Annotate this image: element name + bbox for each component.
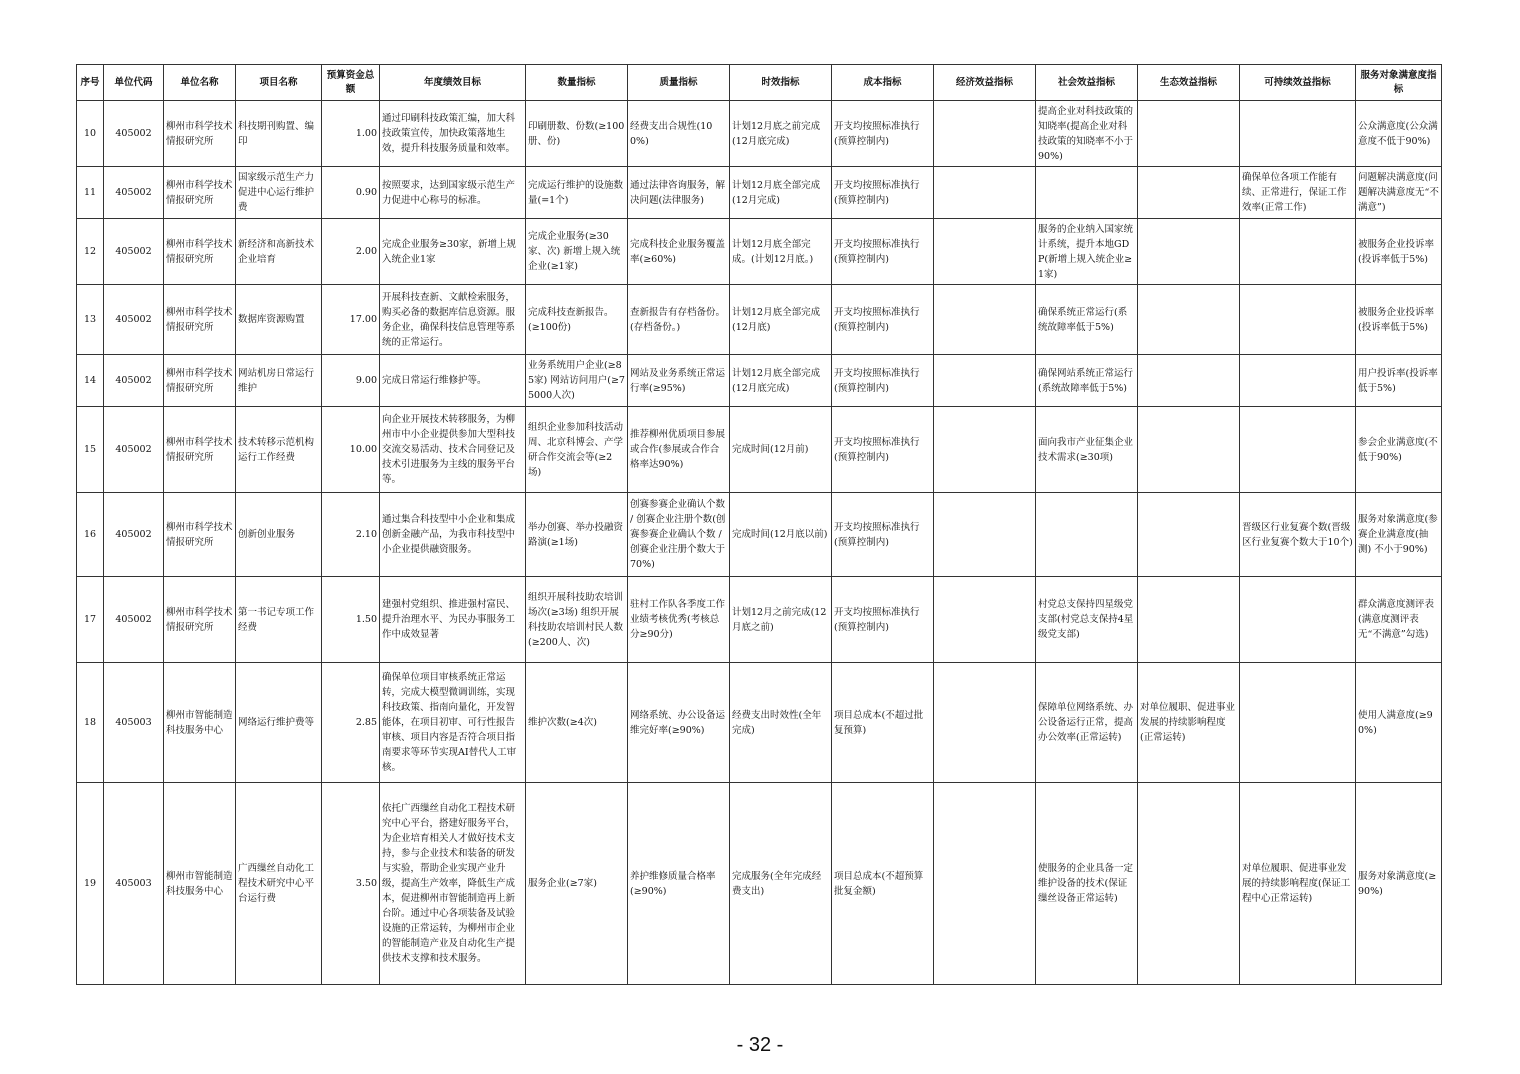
cell-budget: 1.00 (322, 101, 380, 167)
cell-cost: 项目总成本(不超过批复预算) (832, 663, 934, 783)
table-row (77, 493, 1442, 577)
cell-unit: 柳州市科学技术情报研究所 (164, 493, 236, 577)
cell-budget: 2.00 (322, 219, 380, 285)
cell-quantity: 服务企业(≥7家) (526, 783, 628, 985)
table-row (77, 577, 1442, 663)
cell-goal: 确保单位项目审核系统正常运转，完成大模型微调训练，实现科技政策、指南向量化，开发智能体，在项目初审、可行性报告审核、项目内容是否符合项目指南要求等环节实现AI替代人工审核。 (380, 663, 526, 783)
cell-unit: 柳州市科学技术情报研究所 (164, 101, 236, 167)
cell-code: 405002 (104, 101, 164, 167)
cell-quantity: 举办创赛、举办投融资路演(≥1场) (526, 493, 628, 577)
cell-budget: 1.50 (322, 577, 380, 663)
table-row (77, 783, 1442, 985)
cell-cost: 开支均按照标准执行(预算控制内) (832, 285, 934, 355)
cell-goal: 通过印刷科技政策汇编，加大科技政策宣传，加快政策落地生效，提升科技服务质量和效率。 (380, 101, 526, 167)
cell-goal: 完成企业服务≥30家，新增上规入统企业1家 (380, 219, 526, 285)
cell-goal: 通过集合科技型中小企业和集成创新金融产品，为我市科技型中小企业提供融资服务。 (380, 493, 526, 577)
cell-unit: 柳州市科学技术情报研究所 (164, 577, 236, 663)
cell-economic (934, 167, 1036, 219)
header-cell: 经济效益指标 (934, 65, 1036, 101)
cell-ecological (1138, 493, 1240, 577)
cell-project: 新经济和高新技术企业培育 (236, 219, 322, 285)
cell-ecological (1138, 577, 1240, 663)
page-number: - 32 - (736, 1034, 784, 1056)
cell-quality: 通过法律咨询服务，解决问题(法律服务) (628, 167, 730, 219)
cell-sustainable (1240, 101, 1356, 167)
cell-timeliness: 完成时间(12月前) (730, 407, 832, 493)
cell-goal: 按照要求，达到国家级示范生产力促进中心称号的标准。 (380, 167, 526, 219)
cell-satisfaction: 群众满意度测评表(满意度测评表无“不满意”勾选) (1356, 577, 1442, 663)
cell-satisfaction: 服务对象满意度(≥90%) (1356, 783, 1442, 985)
cell-project: 创新创业服务 (236, 493, 322, 577)
cell-social: 保障单位网络系统、办公设备运行正常，提高办公效率(正常运转) (1036, 663, 1138, 783)
header-cell: 社会效益指标 (1036, 65, 1138, 101)
cell-cost: 项目总成本(不超预算批复金额) (832, 783, 934, 985)
cell-ecological: 对单位履职、促进事业发展的持续影响程度(正常运转) (1138, 663, 1240, 783)
cell-cost: 开支均按照标准执行(预算控制内) (832, 577, 934, 663)
performance-table (76, 64, 1442, 985)
cell-unit: 柳州市智能制造科技服务中心 (164, 783, 236, 985)
cell-code: 405002 (104, 219, 164, 285)
cell-budget: 9.00 (322, 355, 380, 407)
cell-quantity: 业务系统用户企业(≥85家) 网站访问用户(≥75000人次) (526, 355, 628, 407)
cell-project: 技术转移示范机构运行工作经费 (236, 407, 322, 493)
cell-satisfaction: 公众满意度(公众满意度不低于90%) (1356, 101, 1442, 167)
cell-social: 使服务的企业具备一定维护设备的技术(保证缫丝设备正常运转) (1036, 783, 1138, 985)
cell-quantity: 印刷册数、份数(≥100册、份) (526, 101, 628, 167)
cell-ecological (1138, 101, 1240, 167)
cell-project: 科技期刊购置、编印 (236, 101, 322, 167)
table-row (77, 663, 1442, 783)
cell-sustainable: 确保单位各项工作能有续、正常进行，保证工作效率(正常工作) (1240, 167, 1356, 219)
header-cell: 单位代码 (104, 65, 164, 101)
cell-ecological (1138, 407, 1240, 493)
cell-code: 405002 (104, 167, 164, 219)
cell-project: 网络运行维护费等 (236, 663, 322, 783)
cell-sustainable (1240, 663, 1356, 783)
cell-quantity: 完成运行维护的设施数量(=1个) (526, 167, 628, 219)
cell-quantity: 完成科技查新报告。(≥100份) (526, 285, 628, 355)
cell-quantity: 完成企业服务(≥30家、次) 新增上规入统企业(≥1家) (526, 219, 628, 285)
cell-code: 405002 (104, 493, 164, 577)
cell-sustainable (1240, 285, 1356, 355)
cell-quality: 创赛参赛企业确认个数 / 创赛企业注册个数(创赛参赛企业确认个数 / 创赛企业注册个数大于70%) (628, 493, 730, 577)
table-row (77, 219, 1442, 285)
cell-code: 405002 (104, 577, 164, 663)
cell-sustainable: 晋级区行业复赛个数(晋级区行业复赛个数大于10个) (1240, 493, 1356, 577)
header-row (77, 65, 1442, 101)
cell-social: 确保网站系统正常运行(系统故障率低于5%) (1036, 355, 1138, 407)
cell-social: 服务的企业纳入国家统计系统，提升本地GDP(新增上规入统企业≥1家) (1036, 219, 1138, 285)
cell-budget: 3.50 (322, 783, 380, 985)
cell-timeliness: 计划12月之前完成(12月底之前) (730, 577, 832, 663)
header-cell: 成本指标 (832, 65, 934, 101)
cell-economic (934, 577, 1036, 663)
header-cell: 年度绩效目标 (380, 65, 526, 101)
header-cell: 数量指标 (526, 65, 628, 101)
header-cell: 预算资金总额 (322, 65, 380, 101)
cell-quality: 推荐柳州优质项目参展或合作(参展或合作合格率达90%) (628, 407, 730, 493)
cell-ecological (1138, 219, 1240, 285)
cell-quality: 驻村工作队各季度工作业绩考核优秀(考核总分≥90分) (628, 577, 730, 663)
cell-quality: 养护维修质量合格率(≥90%) (628, 783, 730, 985)
cell-no: 10 (77, 101, 104, 167)
cell-no: 19 (77, 783, 104, 985)
cell-social: 提高企业对科技政策的知晓率(提高企业对科技政策的知晓率不小于90%) (1036, 101, 1138, 167)
cell-unit: 柳州市科学技术情报研究所 (164, 355, 236, 407)
cell-satisfaction: 被服务企业投诉率(投诉率低于5%) (1356, 219, 1442, 285)
table-row (77, 167, 1442, 219)
header-cell: 服务对象满意度指标 (1356, 65, 1442, 101)
cell-quantity: 组织企业参加科技活动周、北京科博会、产学研合作交流会等(≥2场) (526, 407, 628, 493)
cell-sustainable (1240, 577, 1356, 663)
cell-budget: 2.85 (322, 663, 380, 783)
cell-code: 405002 (104, 355, 164, 407)
header-cell: 质量指标 (628, 65, 730, 101)
header-cell: 项目名称 (236, 65, 322, 101)
cell-unit: 柳州市科学技术情报研究所 (164, 407, 236, 493)
cell-ecological (1138, 355, 1240, 407)
cell-economic (934, 285, 1036, 355)
cell-budget: 10.00 (322, 407, 380, 493)
cell-project: 网站机房日常运行维护 (236, 355, 322, 407)
header-cell: 单位名称 (164, 65, 236, 101)
cell-economic (934, 219, 1036, 285)
cell-ecological (1138, 783, 1240, 985)
cell-sustainable (1240, 219, 1356, 285)
cell-satisfaction: 参会企业满意度(不低于90%) (1356, 407, 1442, 493)
cell-satisfaction: 服务对象满意度(参赛企业满意度(抽测) 不小于90%) (1356, 493, 1442, 577)
cell-economic (934, 407, 1036, 493)
cell-quality: 经费支出合规性(100%) (628, 101, 730, 167)
cell-economic (934, 663, 1036, 783)
cell-no: 16 (77, 493, 104, 577)
cell-sustainable: 对单位履职、促进事业发展的持续影响程度(保证工程中心正常运转) (1240, 783, 1356, 985)
cell-budget: 17.00 (322, 285, 380, 355)
cell-unit: 柳州市科学技术情报研究所 (164, 285, 236, 355)
cell-goal: 依托广西缫丝自动化工程技术研究中心平台，搭建好服务平台，为企业培育相关人才做好技术支持，参与企业技术和装备的研发与实验，帮助企业实现产业升级，提高生产效率，降低生产成本，促进柳州市智能制造再上新台阶。通过中心各项装备及试验设施的正常运转，为柳州市企业的智能制造产业及自动化生产提供技术支撑和技术服务。 (380, 783, 526, 985)
cell-timeliness: 计划12月底之前完成(12月底完成) (730, 101, 832, 167)
cell-goal: 向企业开展技术转移服务，为柳州市中小企业提供参加大型科技交流交易活动、技术合同登记及技术引进服务为主线的服务平台等。 (380, 407, 526, 493)
cell-unit: 柳州市科学技术情报研究所 (164, 219, 236, 285)
cell-cost: 开支均按照标准执行(预算控制内) (832, 493, 934, 577)
cell-economic (934, 783, 1036, 985)
table-row (77, 355, 1442, 407)
cell-timeliness: 完成服务(全年完成经费支出) (730, 783, 832, 985)
cell-quality: 网络系统、办公设备运维完好率(≥90%) (628, 663, 730, 783)
cell-no: 11 (77, 167, 104, 219)
cell-timeliness: 经费支出时效性(全年完成) (730, 663, 832, 783)
header-cell: 序号 (77, 65, 104, 101)
header-cell: 时效指标 (730, 65, 832, 101)
cell-project: 数据库资源购置 (236, 285, 322, 355)
cell-budget: 0.90 (322, 167, 380, 219)
cell-budget: 2.10 (322, 493, 380, 577)
cell-sustainable (1240, 407, 1356, 493)
cell-code: 405002 (104, 285, 164, 355)
cell-quality: 完成科技企业服务覆盖率(≥60%) (628, 219, 730, 285)
cell-project: 国家级示范生产力促进中心运行维护费 (236, 167, 322, 219)
cell-cost: 开支均按照标准执行(预算控制内) (832, 407, 934, 493)
cell-timeliness: 完成时间(12月底以前) (730, 493, 832, 577)
cell-no: 15 (77, 407, 104, 493)
cell-goal: 完成日常运行维修护等。 (380, 355, 526, 407)
cell-goal: 开展科技查新、文献检索服务，购买必备的数据库信息资源。服务企业，确保科技信息管理等系统的正常运行。 (380, 285, 526, 355)
cell-ecological (1138, 167, 1240, 219)
cell-satisfaction: 用户投诉率(投诉率低于5%) (1356, 355, 1442, 407)
cell-quantity: 维护次数(≥4次) (526, 663, 628, 783)
cell-no: 14 (77, 355, 104, 407)
cell-timeliness: 计划12月底全部完成(12月完成) (730, 167, 832, 219)
cell-project: 广西缫丝自动化工程技术研究中心平台运行费 (236, 783, 322, 985)
cell-economic (934, 355, 1036, 407)
cell-cost: 开支均按照标准执行(预算控制内) (832, 101, 934, 167)
cell-satisfaction: 使用人满意度(≥90%) (1356, 663, 1442, 783)
cell-quality: 查新报告有存档备份。(存档备份。) (628, 285, 730, 355)
header-cell: 生态效益指标 (1138, 65, 1240, 101)
cell-unit: 柳州市智能制造科技服务中心 (164, 663, 236, 783)
cell-economic (934, 493, 1036, 577)
cell-sustainable (1240, 355, 1356, 407)
table-row (77, 285, 1442, 355)
cell-social (1036, 493, 1138, 577)
cell-no: 18 (77, 663, 104, 783)
cell-social: 确保系统正常运行(系统故障率低于5%) (1036, 285, 1138, 355)
table-row (77, 101, 1442, 167)
cell-social: 村党总支保持四星级党支部(村党总支保持4星级党支部) (1036, 577, 1138, 663)
cell-timeliness: 计划12月底全部完成(12月底) (730, 285, 832, 355)
cell-code: 405003 (104, 663, 164, 783)
cell-timeliness: 计划12月底全部完成。(计划12月底。) (730, 219, 832, 285)
table-row (77, 407, 1442, 493)
cell-timeliness: 计划12月底全部完成(12月底完成) (730, 355, 832, 407)
cell-economic (934, 101, 1036, 167)
cell-cost: 开支均按照标准执行(预算控制内) (832, 355, 934, 407)
cell-ecological (1138, 285, 1240, 355)
cell-social: 面向我市产业征集企业技术需求(≥30项) (1036, 407, 1138, 493)
cell-project: 第一书记专项工作经费 (236, 577, 322, 663)
cell-unit: 柳州市科学技术情报研究所 (164, 167, 236, 219)
cell-no: 13 (77, 285, 104, 355)
cell-quantity: 组织开展科技助农培训场次(≥3场) 组织开展科技助农培训村民人数(≥200人、次) (526, 577, 628, 663)
cell-no: 12 (77, 219, 104, 285)
cell-code: 405003 (104, 783, 164, 985)
cell-goal: 建强村党组织、推进强村富民、提升治理水平、为民办事服务工作中成效显著 (380, 577, 526, 663)
cell-social (1036, 167, 1138, 219)
header-cell: 可持续效益指标 (1240, 65, 1356, 101)
cell-satisfaction: 被服务企业投诉率(投诉率低于5%) (1356, 285, 1442, 355)
cell-quality: 网站及业务系统正常运行率(≥95%) (628, 355, 730, 407)
cell-cost: 开支均按照标准执行(预算控制内) (832, 167, 934, 219)
cell-satisfaction: 问题解决满意度(问题解决满意度无“不满意”) (1356, 167, 1442, 219)
cell-no: 17 (77, 577, 104, 663)
cell-code: 405002 (104, 407, 164, 493)
cell-cost: 开支均按照标准执行(预算控制内) (832, 219, 934, 285)
